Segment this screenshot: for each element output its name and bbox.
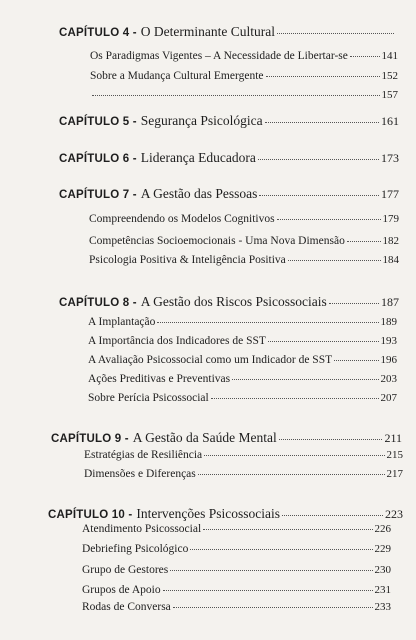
section-title: A Avaliação Psicossocial como um Indicador de SST <box>88 354 333 366</box>
dot-leader <box>170 570 372 571</box>
section-title: Sobre Perícia Psicossocial <box>88 392 209 404</box>
section-entry <box>88 316 397 328</box>
chapter-4-entry <box>59 24 396 40</box>
chapter-title: Segurança Psicológica <box>140 113 263 128</box>
section-title: Debriefing Psicológico <box>82 543 189 555</box>
page-number: 182 <box>382 235 399 247</box>
chapter-label: CAPÍTULO 4 - <box>59 27 137 39</box>
section-title: Sobre a Mudança Cultural Emergente <box>90 70 264 82</box>
page-number: 230 <box>374 564 391 576</box>
section-entry <box>88 373 397 385</box>
chapter-label: CAPÍTULO 10 - <box>48 509 133 521</box>
dot-leader <box>350 56 380 57</box>
section-entry <box>84 449 403 461</box>
dot-leader <box>258 159 379 160</box>
section-entry <box>89 235 399 247</box>
page-number: 189 <box>380 316 397 328</box>
dot-leader <box>277 33 394 34</box>
page-number: 196 <box>380 354 397 366</box>
page-number: 184 <box>382 254 399 266</box>
chapter-5-entry <box>59 113 399 129</box>
dot-leader <box>265 122 379 123</box>
page-number: 217 <box>386 468 403 480</box>
section-entry <box>84 468 403 480</box>
chapter-label: CAPÍTULO 9 - <box>51 433 129 445</box>
section-entry <box>82 543 391 555</box>
chapter-title: A Gestão dos Riscos Psicossociais <box>140 294 327 309</box>
chapter-label: CAPÍTULO 7 - <box>59 189 137 201</box>
page-number: 187 <box>381 295 399 309</box>
section-title: Grupo de Gestores <box>82 564 169 576</box>
section-title: Psicologia Positiva & Inteligência Positiva <box>89 254 286 266</box>
dot-leader <box>204 455 384 456</box>
section-title: Competências Socioemocionais - Uma Nova Dimensão <box>89 235 345 247</box>
chapter-label: CAPÍTULO 5 - <box>59 116 137 128</box>
dot-leader <box>211 398 379 399</box>
page-number: 152 <box>381 70 398 82</box>
dot-leader <box>232 379 378 380</box>
chapter-title: Liderança Educadora <box>140 150 256 165</box>
section-entry <box>82 523 391 535</box>
dot-leader <box>334 360 378 361</box>
chapter-label: CAPÍTULO 8 - <box>59 297 137 309</box>
chapter-8-entry <box>59 294 399 310</box>
page-number: 141 <box>381 50 398 62</box>
section-title: Estratégias de Resiliência <box>84 449 203 461</box>
page-number: 157 <box>381 89 398 101</box>
dot-leader <box>266 76 380 77</box>
dot-leader <box>259 195 379 196</box>
dot-leader <box>157 322 378 323</box>
page-number: 211 <box>384 431 402 445</box>
dot-leader <box>288 260 381 261</box>
section-entry <box>88 335 397 347</box>
chapter-title: O Determinante Cultural <box>140 24 276 39</box>
page-number: 231 <box>374 584 391 596</box>
dot-leader <box>198 474 385 475</box>
section-entry <box>90 50 398 62</box>
section-title: Ações Preditivas e Preventivas <box>88 373 231 385</box>
page-number: 226 <box>374 523 391 535</box>
chapter-title: Intervenções Psicossociais <box>136 506 280 521</box>
page-number: 173 <box>381 151 399 165</box>
chapter-title: A Gestão das Pessoas <box>140 186 258 201</box>
dot-leader <box>173 607 373 608</box>
chapter-6-entry <box>59 150 399 166</box>
dot-leader <box>279 439 383 440</box>
section-title: Atendimento Psicossocial <box>82 523 202 535</box>
dot-leader <box>277 219 381 220</box>
dot-leader <box>329 303 379 304</box>
page-number: 207 <box>380 392 397 404</box>
section-title: Dimensões e Diferenças <box>84 468 196 480</box>
section-entry <box>89 213 399 225</box>
chapter-10-entry <box>48 506 403 522</box>
page-number: 223 <box>385 507 403 521</box>
section-title: Compreendendo os Modelos Cognitivos <box>89 213 275 225</box>
section-entry <box>82 584 391 596</box>
page-number: 203 <box>380 373 397 385</box>
page-number: 229 <box>374 543 391 555</box>
section-entry <box>82 601 391 613</box>
dot-leader <box>190 549 372 550</box>
section-entry <box>90 70 398 82</box>
dot-leader <box>282 515 383 516</box>
chapter-title: A Gestão da Saúde Mental <box>132 430 277 445</box>
dot-leader <box>347 241 381 242</box>
section-title: Os Paradigmas Vigentes – A Necessidade de Libertar-se <box>90 50 348 62</box>
section-title: Rodas de Conversa <box>82 601 171 613</box>
page-number: 193 <box>380 335 397 347</box>
section-entry <box>89 254 399 266</box>
page-number: 177 <box>381 187 399 201</box>
section-title: A Importância dos Indicadores de SST <box>88 335 266 347</box>
dot-leader <box>268 341 379 342</box>
chapter-label: CAPÍTULO 6 - <box>59 153 137 165</box>
chapter-9-entry <box>51 430 402 446</box>
page-number: 161 <box>381 114 399 128</box>
section-entry <box>90 89 398 101</box>
section-entry <box>82 564 391 576</box>
dot-leader <box>203 529 372 530</box>
dot-leader <box>92 95 380 96</box>
page-number: 233 <box>374 601 391 613</box>
section-entry <box>88 354 397 366</box>
page-number: 179 <box>382 213 399 225</box>
section-entry <box>88 392 397 404</box>
section-title: Grupos de Apoio <box>82 584 161 596</box>
chapter-7-entry <box>59 186 399 202</box>
section-title: A Implantação <box>88 316 156 328</box>
dot-leader <box>163 590 373 591</box>
page-number: 215 <box>386 449 403 461</box>
